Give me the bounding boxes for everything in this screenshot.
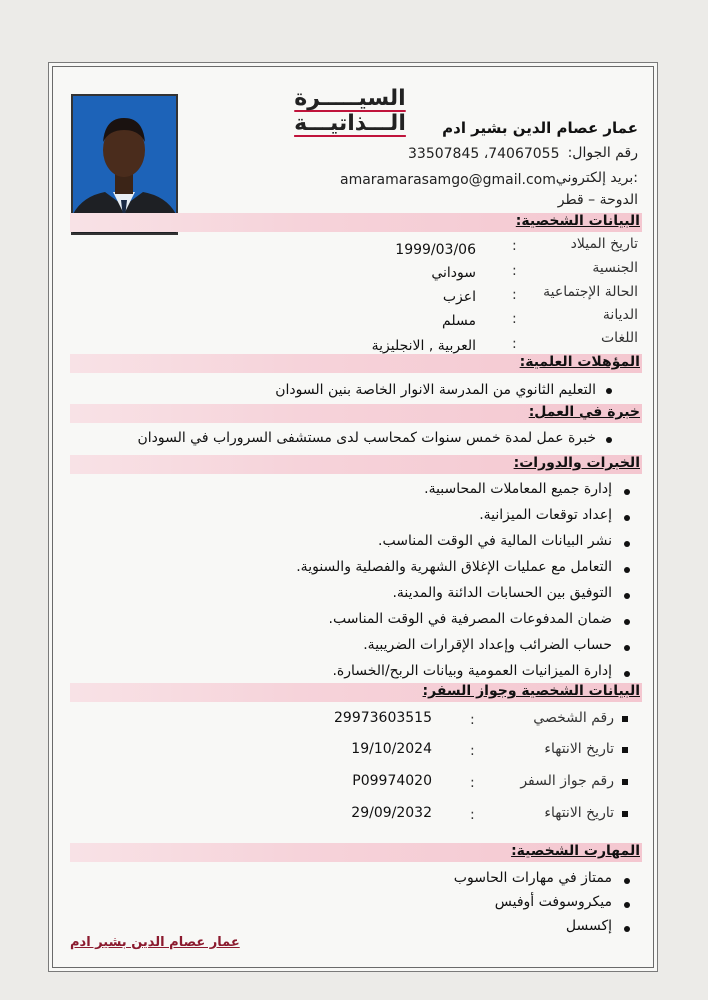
expiry-value: 19/10/2024 <box>351 741 432 757</box>
colon: : <box>512 263 517 279</box>
colon: : <box>470 807 475 823</box>
passport-expiry-label: تاريخ الانتهاء <box>544 805 614 821</box>
bullet-dot <box>624 619 630 625</box>
education-item: التعليم الثانوي من المدرسة الانوار الخاصة بنين السودان <box>275 382 596 398</box>
personal-skill-item: ممتاز في مهارات الحاسوب <box>453 870 612 886</box>
course-item: التوفيق بين الحسابات الدائنة والمدينة. <box>392 585 612 601</box>
bullet-dot <box>606 437 612 443</box>
bullet-dot <box>624 515 630 521</box>
location: الدوحة – قطر <box>557 192 638 208</box>
religion-label: الديانة <box>602 307 638 323</box>
bullet-dot <box>624 593 630 599</box>
bullet-dot <box>624 902 630 908</box>
nationality-label: الجنسية <box>592 260 638 276</box>
course-item: إدارة الميزانيات العمومية وبيانات الربح/الخسارة. <box>332 663 612 679</box>
colon: : <box>512 238 517 254</box>
colon: : <box>512 311 517 327</box>
course-item: التعامل مع عمليات الإغلاق الشهرية والفصلية والسنوية. <box>296 559 612 575</box>
section-title-courses: الخبرات والدورات: <box>513 455 640 471</box>
section-title-personal-skills: المهارت الشخصية: <box>511 843 640 859</box>
bullet-dot <box>624 671 630 677</box>
signature-name: عمار عصام الدين بشير ادم <box>70 935 240 950</box>
colon: : <box>512 336 517 352</box>
bullet-square <box>622 747 628 753</box>
bullet-dot <box>624 926 630 932</box>
passport-number-value: P09974020 <box>352 773 432 789</box>
section-title-education: المؤهلات العلمية: <box>519 354 640 370</box>
religion-value: مسلم <box>442 313 476 329</box>
bullet-dot <box>624 878 630 884</box>
section-title-passport: البيانات الشخصية وجواز السفر: <box>422 683 640 699</box>
course-item: حساب الضرائب وإعداد الإقرارات الضريبية. <box>363 637 612 653</box>
passport-number-label: رقم جواز السفر <box>520 773 614 789</box>
phone-label: رقم الجوال: <box>567 145 638 161</box>
bullet-square <box>622 811 628 817</box>
section-title-personal: البيانات الشخصية: <box>515 213 640 229</box>
cv-title: السيـــــرة الـــذاتيـــة <box>294 86 406 136</box>
personal-skill-item: ميكروسوفت أوفيس <box>494 894 612 910</box>
colon: : <box>470 712 475 728</box>
colon: : <box>470 743 475 759</box>
bullet-square <box>622 779 628 785</box>
course-item: نشر البيانات المالية في الوقت المناسب. <box>378 533 612 549</box>
bullet-dot <box>624 567 630 573</box>
email-value: amaramarasamgo@gmail.com <box>340 172 556 188</box>
languages-label: اللغات <box>601 330 638 346</box>
id-number-value: 29973603515 <box>334 710 432 726</box>
bullet-dot <box>606 388 612 394</box>
marital-label: الحالة الإجتماعية <box>543 284 638 300</box>
languages-value: العربية , الانجليزية <box>371 338 476 354</box>
course-item: إدارة جميع المعاملات المحاسبية. <box>424 481 612 497</box>
personal-skill-item: إكسسل <box>565 918 612 934</box>
nationality-value: سوداني <box>431 265 476 281</box>
colon: : <box>512 287 517 303</box>
course-item: إعداد توقعات الميزانية. <box>479 507 612 523</box>
expiry-label: تاريخ الانتهاء <box>544 741 614 757</box>
bullet-dot <box>624 541 630 547</box>
bullet-dot <box>624 645 630 651</box>
bullet-dot <box>624 489 630 495</box>
full-name: عمار عصام الدين بشير ادم <box>442 119 638 137</box>
bullet-square <box>622 716 628 722</box>
colon: : <box>470 775 475 791</box>
email-label: :بريد إلكتروني <box>555 170 638 186</box>
experience-item: خبرة عمل لمدة خمس سنوات كمحاسب لدى مستشفى السروراب في السودان <box>137 430 596 446</box>
id-number-label: رقم الشخصي <box>533 710 614 726</box>
phone-value: 33507845 ،74067055 <box>408 146 560 162</box>
dob-value: 1999/03/06 <box>395 242 476 258</box>
course-item: ضمان المدفوعات المصرفية في الوقت المناسب. <box>328 611 612 627</box>
marital-value: اعزب <box>442 289 476 305</box>
dob-label: تاريخ الميلاد <box>570 236 638 252</box>
passport-expiry-value: 29/09/2032 <box>351 805 432 821</box>
section-title-experience: خبرة في العمل: <box>528 404 640 420</box>
